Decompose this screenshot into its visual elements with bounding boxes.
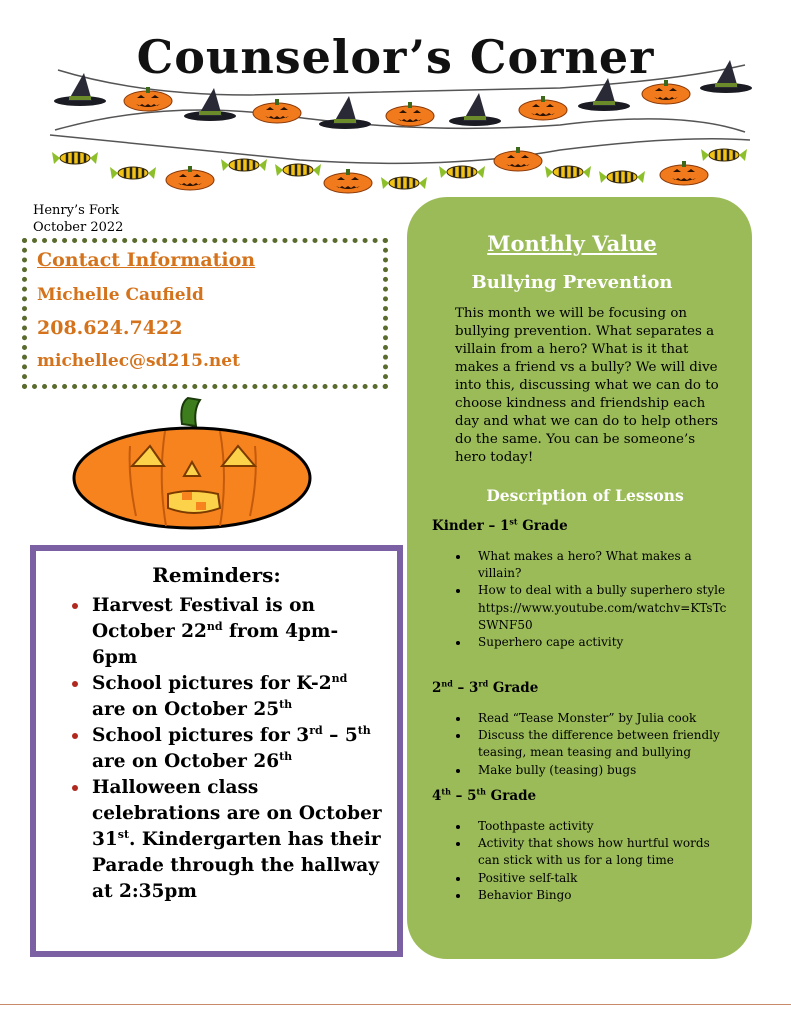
contact-email[interactable]: michellec@sd215.net [37,351,240,371]
grade-heading-4-5: 4th – 5th Grade [432,786,537,804]
newsletter-date: October 2022 [33,220,124,235]
lesson-item: Activity that shows how hurtful words can stick with us for a long time [478,835,733,869]
page-bottom-divider [0,1004,791,1005]
lesson-item: Behavior Bingo [478,887,733,904]
lesson-item: Toothpaste activity [478,818,733,835]
jack-o-lantern-image [70,396,315,531]
contact-information-box [22,238,388,389]
lesson-item: Make bully (teasing) bugs [478,762,733,779]
contact-heading: Contact Information [37,249,256,271]
grade-heading-2-3: 2nd – 3rd Grade [432,678,539,696]
lesson-item: What makes a hero? What makes a villain? [478,548,728,582]
lesson-item: Read “Tease Monster” by Julia cook [478,710,733,727]
school-name: Henry’s Fork [33,203,120,218]
lessons-list-4-5 [478,818,733,904]
reminder-item: Harvest Festival is on October 22nd from 4pm-6pm [92,593,383,671]
lesson-item: Positive self-talk [478,870,733,887]
reminders-title: Reminders: [152,563,281,587]
lesson-item: How to deal with a bully superhero style https://www.youtube.com/watchv=KTsTcSWNF50 [478,582,728,634]
contact-phone[interactable]: 208.624.7422 [37,317,183,339]
page-title: Counselor’s Corner [136,30,655,84]
grade-heading-kinder-1: Kinder – 1st Grade [432,516,568,534]
monthly-value-description: This month we will be focusing on bullying prevention. What separates a villain from a hero? What is it that makes a friend vs a bully? We will dive into this, discussing what we can do to choose kindness and friendship each day and what we can do to help others do the same. You can be someone’s hero today! [455,306,719,465]
reminders-list [50,593,383,905]
bullying-prevention-subtitle: Bullying Prevention [471,272,673,293]
lesson-item: Superhero cape activity [478,634,728,651]
lesson-item: Discuss the difference between friendly teasing, mean teasing and bullying [478,727,733,761]
lessons-title: Description of Lessons [486,486,684,505]
reminder-item: School pictures for 3rd – 5th are on October 26th [92,723,383,775]
reminder-item: Halloween class celebrations are on October 31st. Kindergarten has their Parade through the hallway at 2:35pm [92,775,383,905]
lessons-list-kinder-1 [478,548,728,651]
contact-name: Michelle Caufield [37,285,204,305]
monthly-value-title: Monthly Value [487,231,657,256]
reminder-item: School pictures for K-2nd are on October 25th [92,671,383,723]
reminders-box [30,545,403,957]
lessons-list-2-3 [478,710,733,779]
